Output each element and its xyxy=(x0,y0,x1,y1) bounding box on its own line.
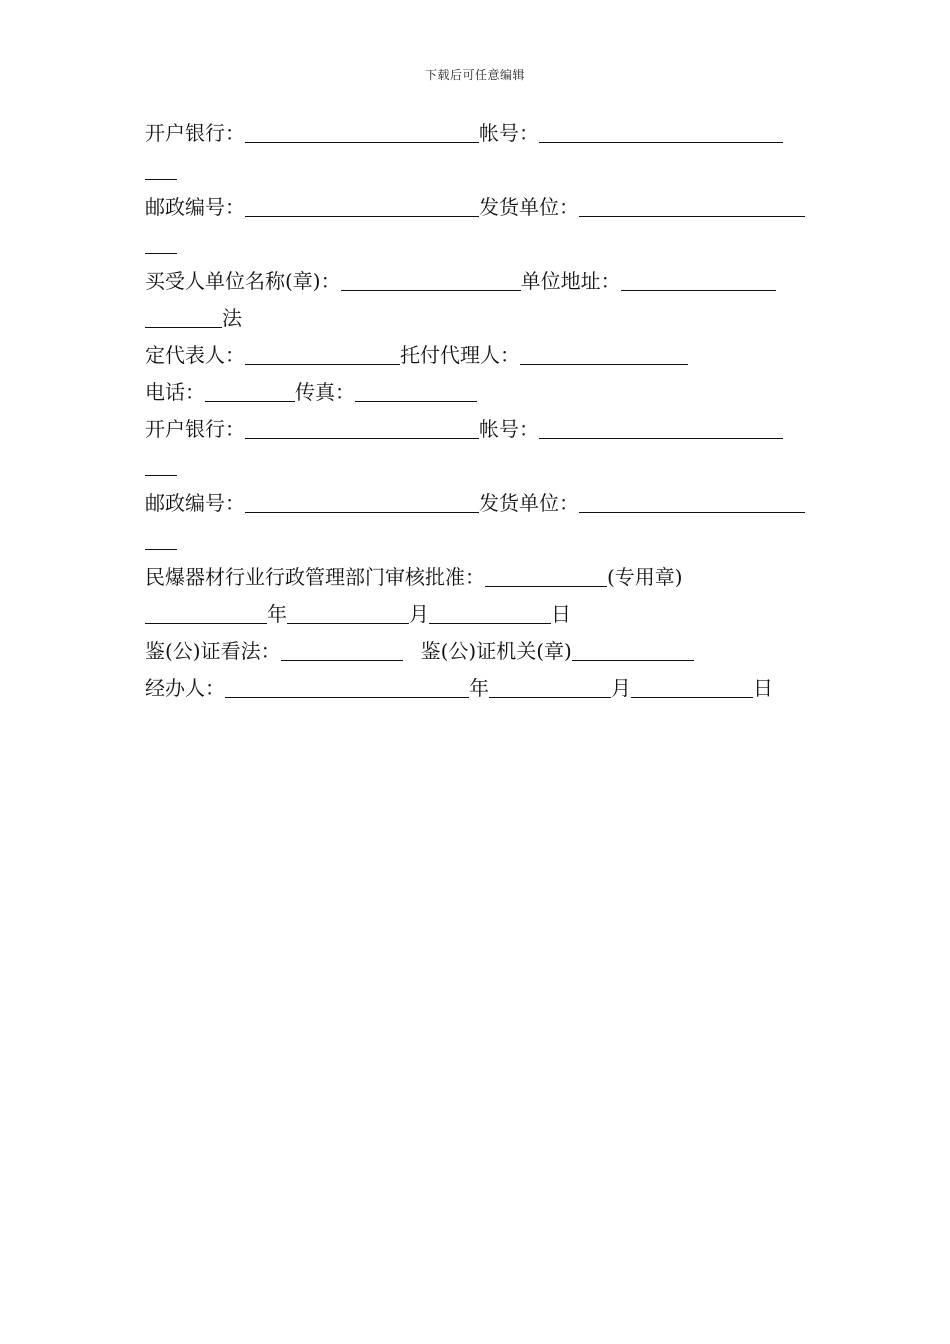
buyer-label: 买受人单位名称(章)： xyxy=(145,269,341,293)
postcode-blank[interactable] xyxy=(245,196,479,217)
month-label-2: 月 xyxy=(611,676,631,700)
address-blank-wrap[interactable] xyxy=(145,307,222,328)
account-blank[interactable] xyxy=(539,122,783,143)
account-label-2: 帐号： xyxy=(479,417,539,441)
year-label-1: 年 xyxy=(267,602,287,626)
buyer-blank[interactable] xyxy=(341,270,521,291)
page-header: 下载后可任意编辑 xyxy=(424,68,525,82)
year-blank-1[interactable] xyxy=(145,603,267,624)
address-label: 单位地址： xyxy=(520,269,621,293)
handler-blank[interactable] xyxy=(225,677,469,698)
notary-opinion-label: 鉴(公)证看法： xyxy=(145,639,281,663)
bank-blank-2[interactable] xyxy=(245,418,479,439)
day-label-2: 日 xyxy=(753,676,773,700)
legal-rep-label: 定代表人： xyxy=(145,343,245,367)
legal-rep-agent-row xyxy=(145,337,810,374)
notary-opinion-blank[interactable] xyxy=(281,640,403,661)
approval-blank[interactable] xyxy=(485,566,607,587)
month-label-1: 月 xyxy=(409,602,429,626)
day-blank-2[interactable] xyxy=(631,677,753,698)
shipper-blank-wrap[interactable] xyxy=(145,233,177,254)
approval-row xyxy=(145,559,810,596)
account-label: 帐号： xyxy=(479,121,539,145)
shipper-blank-2[interactable] xyxy=(579,492,805,513)
postcode-label: 邮政编号： xyxy=(145,195,245,219)
address-blank[interactable] xyxy=(621,270,776,291)
bank-account-row-1-wrap xyxy=(145,152,810,189)
notary-row xyxy=(145,633,810,670)
address-wrap-row xyxy=(145,300,810,337)
approval-label: 民爆器材行业行政管理部门审核批准： xyxy=(145,565,485,589)
shipper-blank-2-wrap[interactable] xyxy=(145,529,177,550)
postcode-shipper-row-1-wrap xyxy=(145,226,810,263)
postcode-shipper-row-2 xyxy=(145,485,810,522)
handler-label: 经办人： xyxy=(145,676,225,700)
legal-rep-cont: 法 xyxy=(222,306,242,330)
special-seal-label: (专用章) xyxy=(607,565,683,589)
postcode-blank-2[interactable] xyxy=(245,492,479,513)
phone-blank[interactable] xyxy=(205,381,295,402)
account-blank-wrap[interactable] xyxy=(145,159,177,180)
year-label-2: 年 xyxy=(469,676,489,700)
legal-rep-blank[interactable] xyxy=(245,344,400,365)
phone-fax-row xyxy=(145,374,810,411)
contract-form xyxy=(145,115,810,707)
bank-label-2: 开户银行： xyxy=(145,417,245,441)
day-blank-1[interactable] xyxy=(429,603,551,624)
postcode-label-2: 邮政编号： xyxy=(145,491,245,515)
account-blank-2-wrap[interactable] xyxy=(145,455,177,476)
day-label-1: 日 xyxy=(551,602,571,626)
fax-blank[interactable] xyxy=(355,381,477,402)
handler-date-row xyxy=(145,670,810,707)
approval-date-row xyxy=(145,596,810,633)
fax-label: 传真： xyxy=(295,380,355,404)
bank-account-row-2-wrap xyxy=(145,448,810,485)
shipper-label-2: 发货单位： xyxy=(479,491,579,515)
month-blank-1[interactable] xyxy=(287,603,409,624)
buyer-address-row xyxy=(145,263,810,300)
agent-blank[interactable] xyxy=(520,344,688,365)
notary-org-blank[interactable] xyxy=(572,640,694,661)
agent-label: 托付代理人： xyxy=(400,343,520,367)
bank-account-row-2 xyxy=(145,411,810,448)
phone-label: 电话： xyxy=(145,380,205,404)
notary-org-label: 鉴(公)证机关(章) xyxy=(420,639,572,663)
account-blank-2[interactable] xyxy=(539,418,783,439)
shipper-label: 发货单位： xyxy=(479,195,579,219)
shipper-blank[interactable] xyxy=(579,196,805,217)
postcode-shipper-row-2-wrap xyxy=(145,522,810,559)
bank-label: 开户银行： xyxy=(145,121,245,145)
bank-blank[interactable] xyxy=(245,122,479,143)
month-blank-2[interactable] xyxy=(489,677,611,698)
bank-account-row-1 xyxy=(145,115,810,152)
postcode-shipper-row-1 xyxy=(145,189,810,226)
